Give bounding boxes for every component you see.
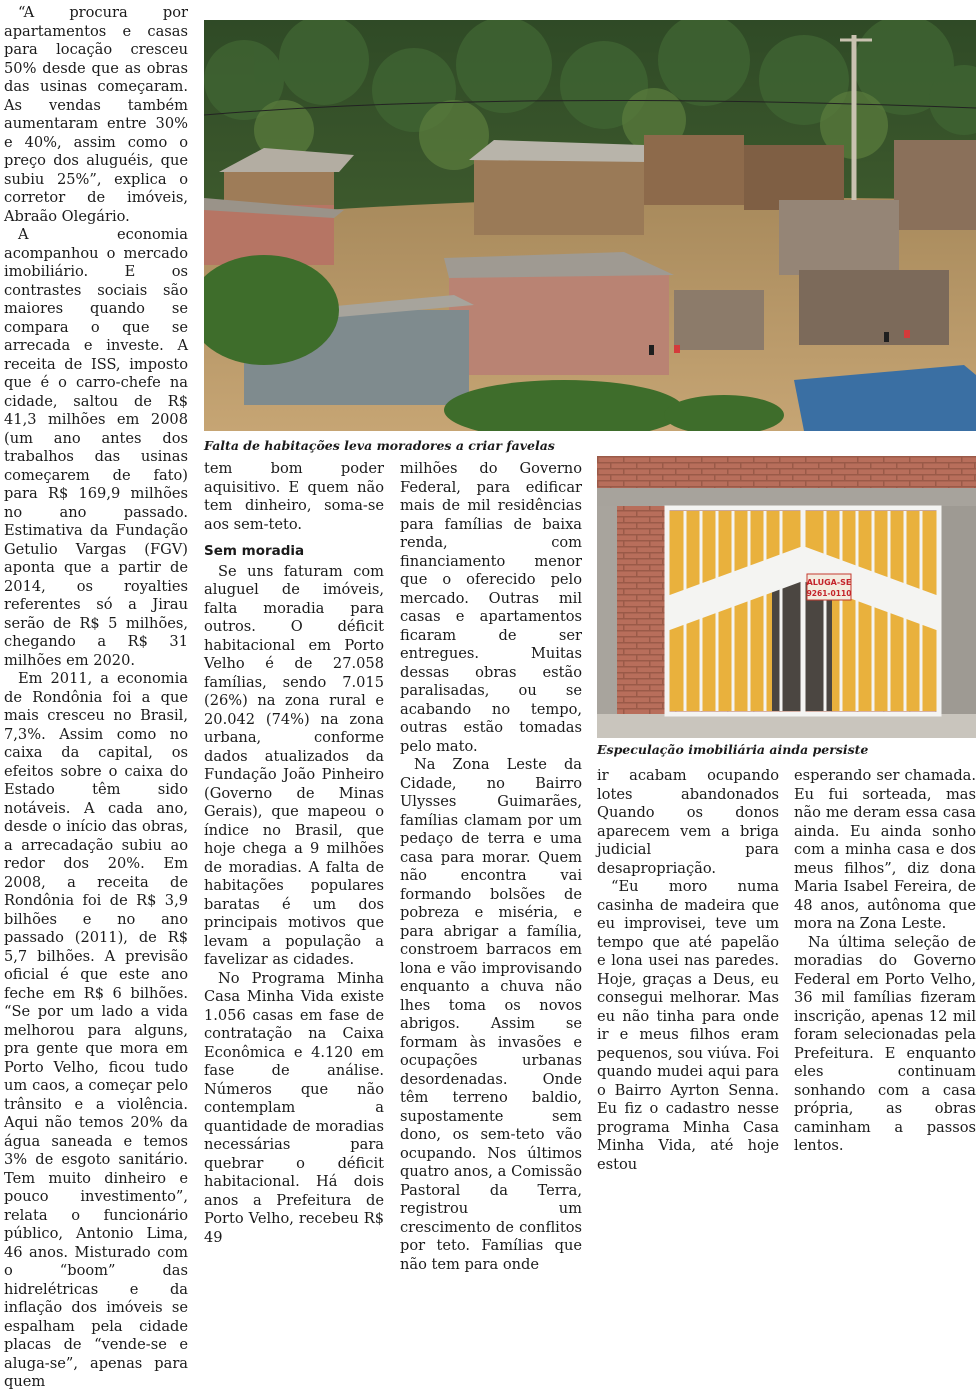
sign-text: ALUGA-SE <box>806 578 852 587</box>
paragraph: “Eu moro numa casinha de madeira que eu improvisei, teve um tempo que até papelão e lona usei nas paredes. Hoje, graças a Deus, eu consegui melhorar. Mas eu não tinha para onde ir e meus filhos eram pequenos, sou viúva. Foi quando mudei aqui para o Bairro Ayrton Senna. Eu fiz o cadastro nesse programa Minha Casa Minha Vida, até hoje estou <box>597 878 779 1173</box>
article-column-3 <box>400 460 582 1274</box>
section-heading: Sem moradia <box>204 543 305 559</box>
favela-photo <box>204 20 976 431</box>
paragraph: A economia acompanhou o mercado imobiliário. E os contrastes sociais são maiores quando se compara o que se arrecada e investe. A receita de ISS, imposto que é o carro-chefe na cidade, saltou de R$ 41,3 milhões em 2008 (um ano antes dos trabalhos das usinas começarem de fato) para R$ 169,9 milhões no ano passado. Estimativa da Fundação Getulio Vargas (FGV) aponta que a partir de 2014, os royalties referentes só a Jirau serão de R$ 5 milhões, chegando a R$ 31 milhões em 2020. <box>4 226 188 669</box>
article-column-1 <box>4 4 188 1392</box>
paragraph: Em 2011, a economia de Rondônia foi a que mais cresceu no Brasil, 7,3%. Assim como no caixa da capital, os efeitos sobre o caixa do Estado têm sido notáveis. A cada ano, desde o início das obras, a arrecadação subiu ao redor dos 20%. Em 2008, a receita de Rondônia foi de R$ 3,9 bilhões e no ano passado (2011), de R$ 5,7 bilhões. A previsão oficial é que este ano feche em R$ 6 bilhões. “Se por um lado a vida melhorou para alguns, pra gente que mora em Porto Velho, ficou tudo um caos, a começar pelo trânsito e a violência. Aqui não temos 20% da água saneada e temos 3% de esgoto sanitário. Tem muito dinheiro e pouco investimento”, relata o funcionário público, Antonio Lima, 46 anos. Misturado com o “boom” das hidrelétricas e da inflação dos imóveis se espalham pela cidade placas de “vende-se e aluga-se”, apenas para quem <box>4 670 188 1390</box>
gate-photo <box>597 456 976 738</box>
article-column-2 <box>204 460 384 1247</box>
sign-phone: 9261-0110 <box>806 589 852 598</box>
article-column-5 <box>794 767 976 1156</box>
article-column-4 <box>597 767 779 1174</box>
paragraph: “A procura por apartamentos e casas para locação cresceu 50% desde que as obras das usinas começaram. As vendas também aumentaram entre 30% e 40%, assim como o preço dos aluguéis, que subiu 25%”, explica o corretor de imóveis, Abraão Olegário. <box>4 4 188 225</box>
paragraph: milhões do Governo Federal, para edificar mais de mil residências para famílias de baixa renda, com financiamento menor que o oferecido pelo mercado. Outras mil casas e apartamentos ficaram de ser entregues. Muitas dessas obras estão paralisadas, ou se acabando no tempo, outras estão tomadas pelo mato. <box>400 460 582 755</box>
paragraph: No Programa Minha Casa Minha Vida existe 1.056 casas em fase de contratação na Caixa Econômica e 4.120 em fase de análise. Números que não contemplam a quantidade de moradias necessárias para quebrar o déficit habitacional. Há dois anos a Prefeitura de Porto Velho, recebeu R$ 49 <box>204 969 384 1246</box>
paragraph: ir acabam ocupando lotes abandonados Quando os donos aparecem vem a briga judicial para desapropriação. <box>597 767 779 877</box>
paragraph: esperando ser chamada. Eu fui sorteada, mas não me deram essa casa ainda. Eu ainda sonho com a minha casa e dos meus filhos”, diz dona Maria Isabel Fereira, de 48 anos, autônoma que mora na Zona Leste. <box>794 767 976 932</box>
paragraph: Na Zona Leste da Cidade, no Bairro Ulysses Guimarães, famílias clamam por um pedaço de terra e uma casa para morar. Quem não encontra vai formando bolsões de pobreza e miséria, e para abrigar a família, constroem barracos em lona e vão improvisando enquanto a chuva não lhes toma os novos abrigos. Assim se formam às invasões e ocupações urbanas desordenadas. Onde têm terreno baldio, supostamente sem dono, os sem-teto vão ocupando. Nos últimos quatro anos, a Comissão Pastoral da Terra, registrou um crescimento de conflitos por teto. Famílias que não tem para onde <box>400 756 582 1273</box>
photo-caption: Falta de habitações leva moradores a criar favelas <box>204 438 555 453</box>
paragraph: Na última seleção de moradias do Governo Federal em Porto Velho, 36 mil famílias fizeram inscrição, apenas 12 mil foram selecionadas pela Prefeitura. E enquanto eles continuam sonhando com a casa própria, as obras caminham a passos lentos. <box>794 933 976 1154</box>
photo-caption: Especulação imobiliária ainda persiste <box>597 742 869 757</box>
paragraph: tem bom poder aquisitivo. E quem não tem dinheiro, soma-se aos sem-teto. <box>204 460 384 533</box>
paragraph: Se uns faturam com aluguel de imóveis, falta moradia para outros. O déficit habitacional em Porto Velho é de 27.058 famílias, sendo 7.015 (26%) na zona rural e 20.042 (74%) na zona urbana, conforme dados atualizados da Fundação João Pinheiro (Governo de Minas Gerais), que mapeou o índice no Brasil, que hoje chega a 9 milhões de moradias. A falta de habitações populares baratas é um dos principais motivos que levam a população a favelizar as cidades. <box>204 562 384 968</box>
